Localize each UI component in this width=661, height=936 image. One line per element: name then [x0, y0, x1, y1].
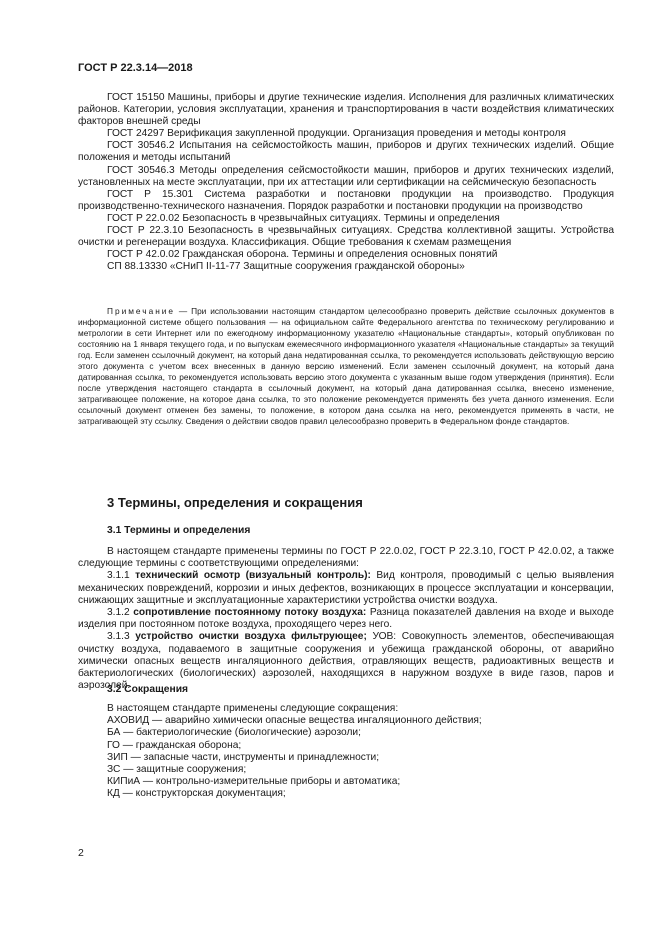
- term-name: устройство очистки воздуха фильтрующее;: [135, 631, 367, 643]
- reference-item: ГОСТ Р 22.0.02 Безопасность в чрезвычайных ситуациях. Термины и определения: [107, 212, 500, 224]
- document-id-header: ГОСТ Р 22.3.14—2018: [78, 62, 193, 74]
- term-definition: УОВ: Совокупность элементов, обеспечивающая очистку воздуха, подаваемого в защитные сооружения и убежища гражданской обороны, от аварийно химически опасных веществ ингаляционного действия, отравляющих веществ, радиоактивных веществ и бактериологических (биологических) аэрозолей, находящихся в наружном воздухе в виде газов, паров и аэрозолей.: [78, 631, 614, 692]
- note-label: Примечание: [107, 306, 176, 316]
- reference-item: ГОСТ Р 22.3.10 Безопасность в чрезвычайных ситуациях. Средства коллективной защиты. Устройства очистки и регенерации воздуха. Классификация. Общие требования к схемам размещения: [78, 225, 614, 249]
- abbreviations-list: [107, 703, 607, 801]
- reference-item: ГОСТ Р 42.0.02 Гражданская оборона. Термины и определения основных понятий: [107, 249, 498, 261]
- term-name: сопротивление постоянному потоку воздуха:: [133, 607, 367, 619]
- subsection-title-abbreviations: 3.2 Сокращения: [107, 684, 189, 695]
- term-number: 3.1.2: [107, 607, 130, 619]
- reference-item: ГОСТ 30546.2 Испытания на сейсмостойкость машин, приборов и других технических изделий. Общие положения и методы испытаний: [78, 140, 614, 164]
- abbreviation-item: КИПиА — контрольно-измерительные приборы и автоматика;: [107, 776, 401, 788]
- terms-body: [78, 546, 614, 692]
- terms-intro: В настоящем стандарте применены термины по ГОСТ Р 22.0.02, ГОСТ Р 22.3.10, ГОСТ Р 42.0.02, а также следующие термины с соответствующими определениями:: [78, 546, 614, 570]
- abbreviation-item: ЗИП — запасные части, инструменты и принадлежности;: [107, 751, 380, 763]
- term-name: технический осмотр (визуальный контроль):: [135, 570, 371, 582]
- normative-references-list: [78, 92, 614, 273]
- abbreviations-intro: В настоящем стандарте применены следующие сокращения:: [107, 703, 399, 714]
- references-note: [78, 306, 614, 427]
- term-entry: [78, 570, 614, 607]
- term-entry: [78, 607, 614, 631]
- abbreviation-item: АХОВИД — аварийно химически опасные вещества ингаляционного действия;: [107, 715, 482, 727]
- term-number: 3.1.1: [107, 570, 130, 582]
- reference-item: ГОСТ Р 15.301 Система разработки и постановки продукции на производство. Продукция производственно-технического назначения. Порядок разработки и постановки продукции на производство: [78, 188, 614, 212]
- abbreviation-item: ЗС — защитные сооружения;: [107, 764, 247, 776]
- reference-item: ГОСТ 24297 Верификация закупленной продукции. Организация проведения и методы контроля: [107, 128, 566, 140]
- abbreviation-item: БА — бактериологические (биологические) аэрозоли;: [107, 727, 361, 739]
- reference-item: СП 88.13330 «СНиП II-11-77 Защитные сооружения гражданской обороны»: [107, 261, 465, 273]
- reference-item: ГОСТ 30546.3 Методы определения сейсмостойкости машин, приборов и других технических изделий, установленных на месте эксплуатации, при их аттестации или сертификации на сейсмическую безопасность: [78, 164, 614, 188]
- reference-item: ГОСТ 15150 Машины, приборы и другие технические изделия. Исполнения для различных климатических районов. Категории, условия эксплуатации, хранения и транспортирования в части воздействия климатических факторов внешней среды: [78, 92, 614, 128]
- term-definition: Вид контроля, проводимый с целью выявления механических повреждений, коррозии и иных дефектов, возникающих в процессе эксплуатации и консервации, снижающих защитные и эксплуатационные характеристики устройства очистки воздуха.: [78, 570, 614, 606]
- subsection-title-terms: 3.1 Термины и определения: [107, 525, 251, 536]
- abbreviation-item: ГО — гражданская оборона;: [107, 739, 242, 751]
- abbreviation-item: КД — конструкторская документация;: [107, 788, 286, 800]
- term-definition: Разница показателей давления на входе и выходе изделия при постоянном потоке воздуха, проходящего через него.: [78, 607, 614, 631]
- note-text: — При использовании настоящим стандартом целесообразно проверить действие ссылочных документов в информационной системе общего пользования — на официальном сайте Федерального агентства по техническому регулированию и метрологии в сети Интернет или по ежегодному информационному указателю «Национальные стандарты», который опубликован по состоянию на 1 января текущего года, и по выпускам ежемесячного информационного указателя «Национальные стандарты» за текущий год. Если заменен ссылочный документ, на который дана недатированная ссылка, то рекомендуется использовать действующую версию этого документа с учетом всех внесенных в данную версию изменений. Если заменен ссылочный документ, на который дана датированная ссылка, то рекомендуется использовать версию этого документа с указанным выше годом утверждения (принятия). Если после утверждения настоящего стандарта в ссылочный документ, на который дана датированная ссылка, внесено изменение, затрагивающее положение, на которое дана ссылка, то это положение рекомендуется применять без учета данного изменения. Если ссылочный документ отменен без замены, то положение, в котором дана ссылка на него, рекомендуется применять в части, не затрагивающей эту ссылку. Сведения о действии сводов правил целесообразно проверить в Федеральном фонде стандартов.: [78, 306, 614, 426]
- term-number: 3.1.3: [107, 631, 130, 643]
- page-number: 2: [78, 847, 84, 859]
- section-title: 3 Термины, определения и сокращения: [107, 495, 363, 510]
